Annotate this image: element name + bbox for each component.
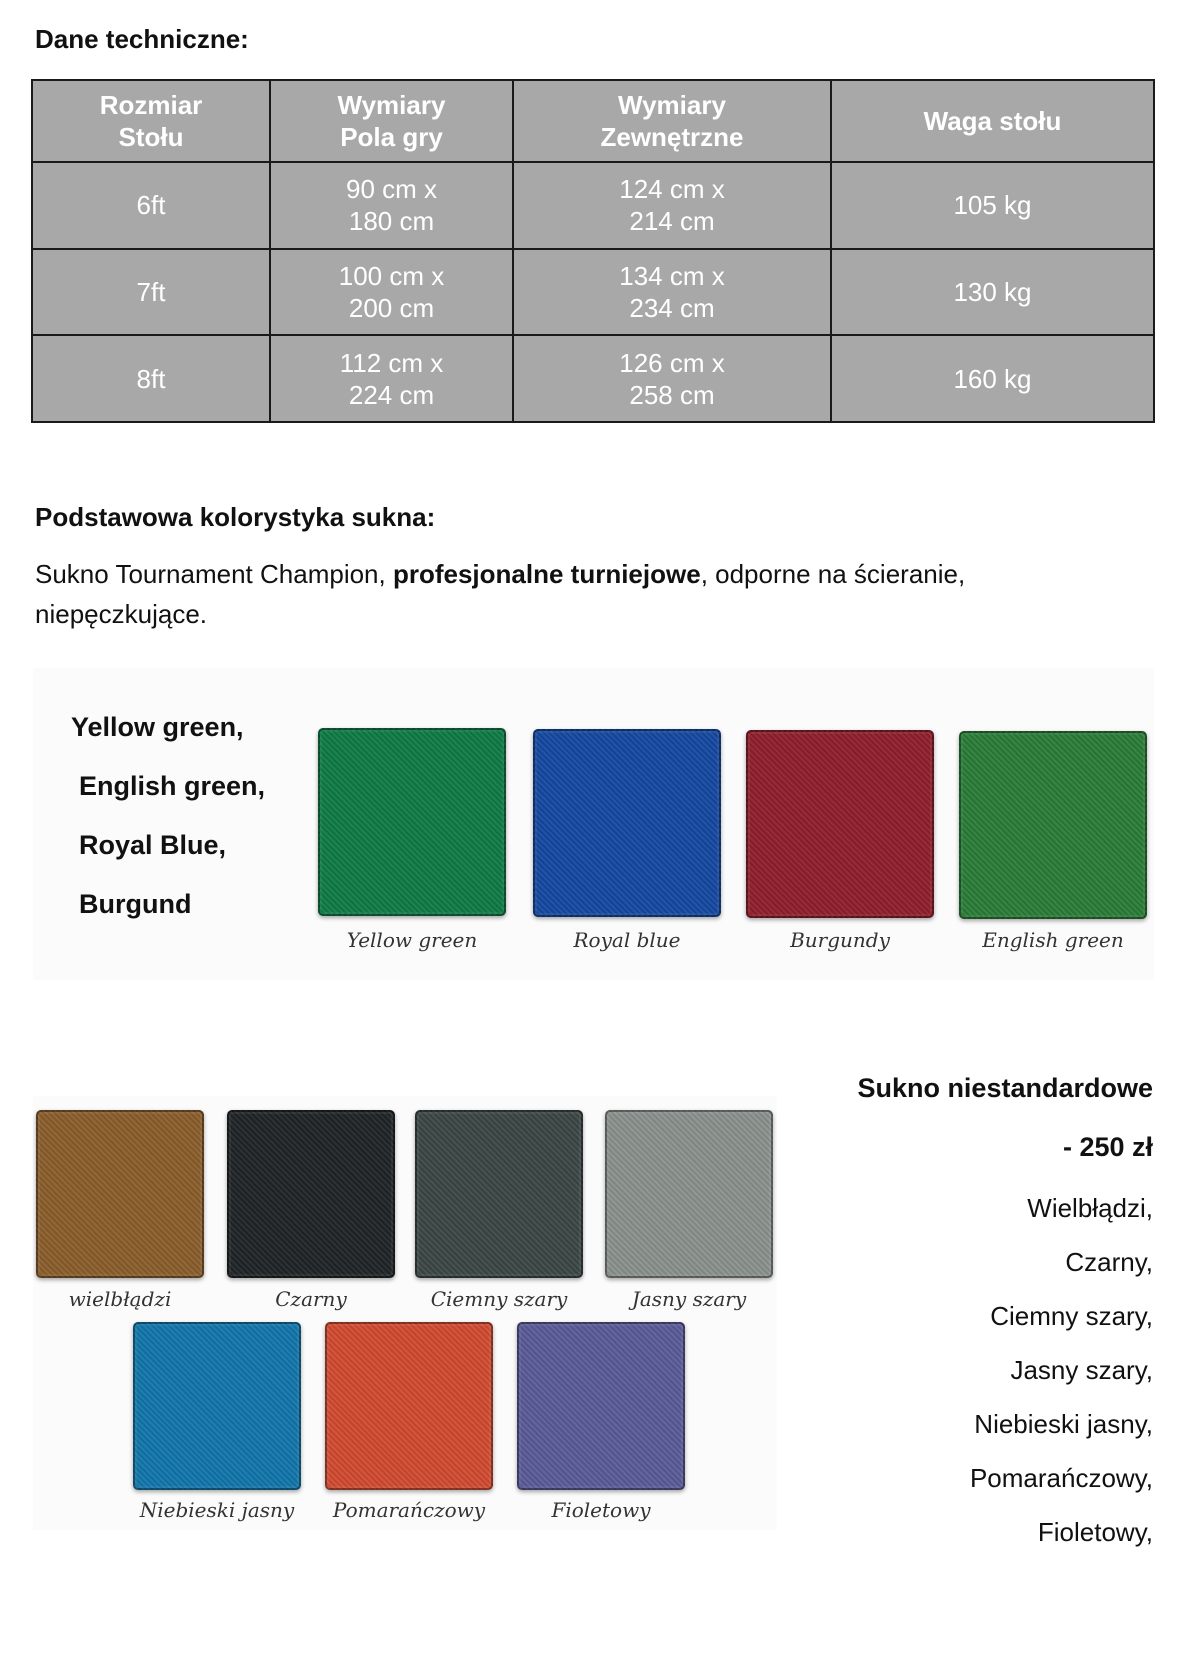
swatch-light-grey: [605, 1110, 773, 1278]
table-header-row: [32, 80, 1154, 162]
swatch-label: Jasny szary: [631, 1287, 747, 1311]
header-table-size: Rozmiar Stołu: [32, 80, 270, 162]
swatch-orange: [325, 1322, 493, 1490]
swatch-dark-grey: [415, 1110, 583, 1278]
standard-name: Royal Blue,: [79, 830, 227, 860]
swatch-camel: [36, 1110, 204, 1278]
swatch-label: Burgundy: [790, 928, 890, 952]
cloth-heading: Podstawowa kolorystyka sukna:: [35, 502, 436, 532]
swatch-label: Yellow green: [346, 928, 478, 952]
cell-weight: 160 kg: [831, 335, 1154, 422]
swatch-royal-blue: [533, 729, 721, 917]
standard-name: English green,: [79, 771, 266, 801]
desc-suffix: , odporne na ścieranie, niepęczkujące.: [35, 559, 966, 629]
custom-price: - 250 zł: [1062, 1132, 1153, 1162]
swatch-light-blue: [133, 1322, 301, 1490]
swatch-violet: [517, 1322, 685, 1490]
custom-name: Fioletowy,: [1037, 1517, 1153, 1547]
swatch-label: English green: [982, 928, 1124, 952]
swatch-english-green: [959, 731, 1147, 919]
tech-heading: Dane techniczne:: [35, 24, 249, 54]
standard-name: Yellow green,: [71, 712, 244, 742]
cell-size: 8ft: [32, 335, 270, 422]
desc-bold: profesjonalne turniejowe: [392, 559, 701, 589]
swatch-black: [227, 1110, 395, 1278]
table-row: [32, 335, 1154, 422]
swatch-label: Czarny: [275, 1287, 347, 1311]
table-row: [32, 162, 1154, 249]
cell-weight: 105 kg: [831, 162, 1154, 249]
custom-name: Czarny,: [1065, 1247, 1153, 1277]
cell-outer-dimensions: 126 cm x 258 cm: [513, 335, 831, 422]
custom-name: Jasny szary,: [1010, 1355, 1153, 1385]
cell-play-area: 100 cm x 200 cm: [270, 249, 513, 336]
header-outer-dimensions: Wymiary Zewnętrzne: [513, 80, 831, 162]
swatch-label: Pomarańczowy: [332, 1498, 486, 1522]
table-row: [32, 249, 1154, 336]
header-play-area: Wymiary Pola gry: [270, 80, 513, 162]
cell-play-area: 90 cm x 180 cm: [270, 162, 513, 249]
swatch-label: Royal blue: [573, 928, 681, 952]
header-weight: Waga stołu: [831, 80, 1154, 162]
swatch-label: Ciemny szary: [430, 1287, 568, 1311]
spec-table: [31, 79, 1155, 423]
swatch-burgundy: [746, 730, 934, 918]
cell-outer-dimensions: 134 cm x 234 cm: [513, 249, 831, 336]
custom-name: Ciemny szary,: [990, 1301, 1153, 1331]
cloth-description: [35, 554, 1125, 634]
cell-size: 6ft: [32, 162, 270, 249]
standard-name: Burgund: [79, 889, 192, 919]
desc-prefix: Sukno Tournament Champion,: [35, 559, 393, 589]
swatch-label: Fioletowy: [551, 1498, 651, 1522]
cell-outer-dimensions: 124 cm x 214 cm: [513, 162, 831, 249]
swatch-label: wielbłądzi: [68, 1287, 172, 1311]
cell-play-area: 112 cm x 224 cm: [270, 335, 513, 422]
custom-name: Wielbłądzi,: [1027, 1193, 1153, 1223]
custom-name: Pomarańczowy,: [969, 1463, 1153, 1493]
cell-size: 7ft: [32, 249, 270, 336]
swatch-label: Niebieski jasny: [139, 1498, 295, 1522]
custom-name: Niebieski jasny,: [974, 1409, 1153, 1439]
custom-title: Sukno niestandardowe: [857, 1073, 1153, 1103]
swatch-yellow-green: [318, 728, 506, 916]
cell-weight: 130 kg: [831, 249, 1154, 336]
